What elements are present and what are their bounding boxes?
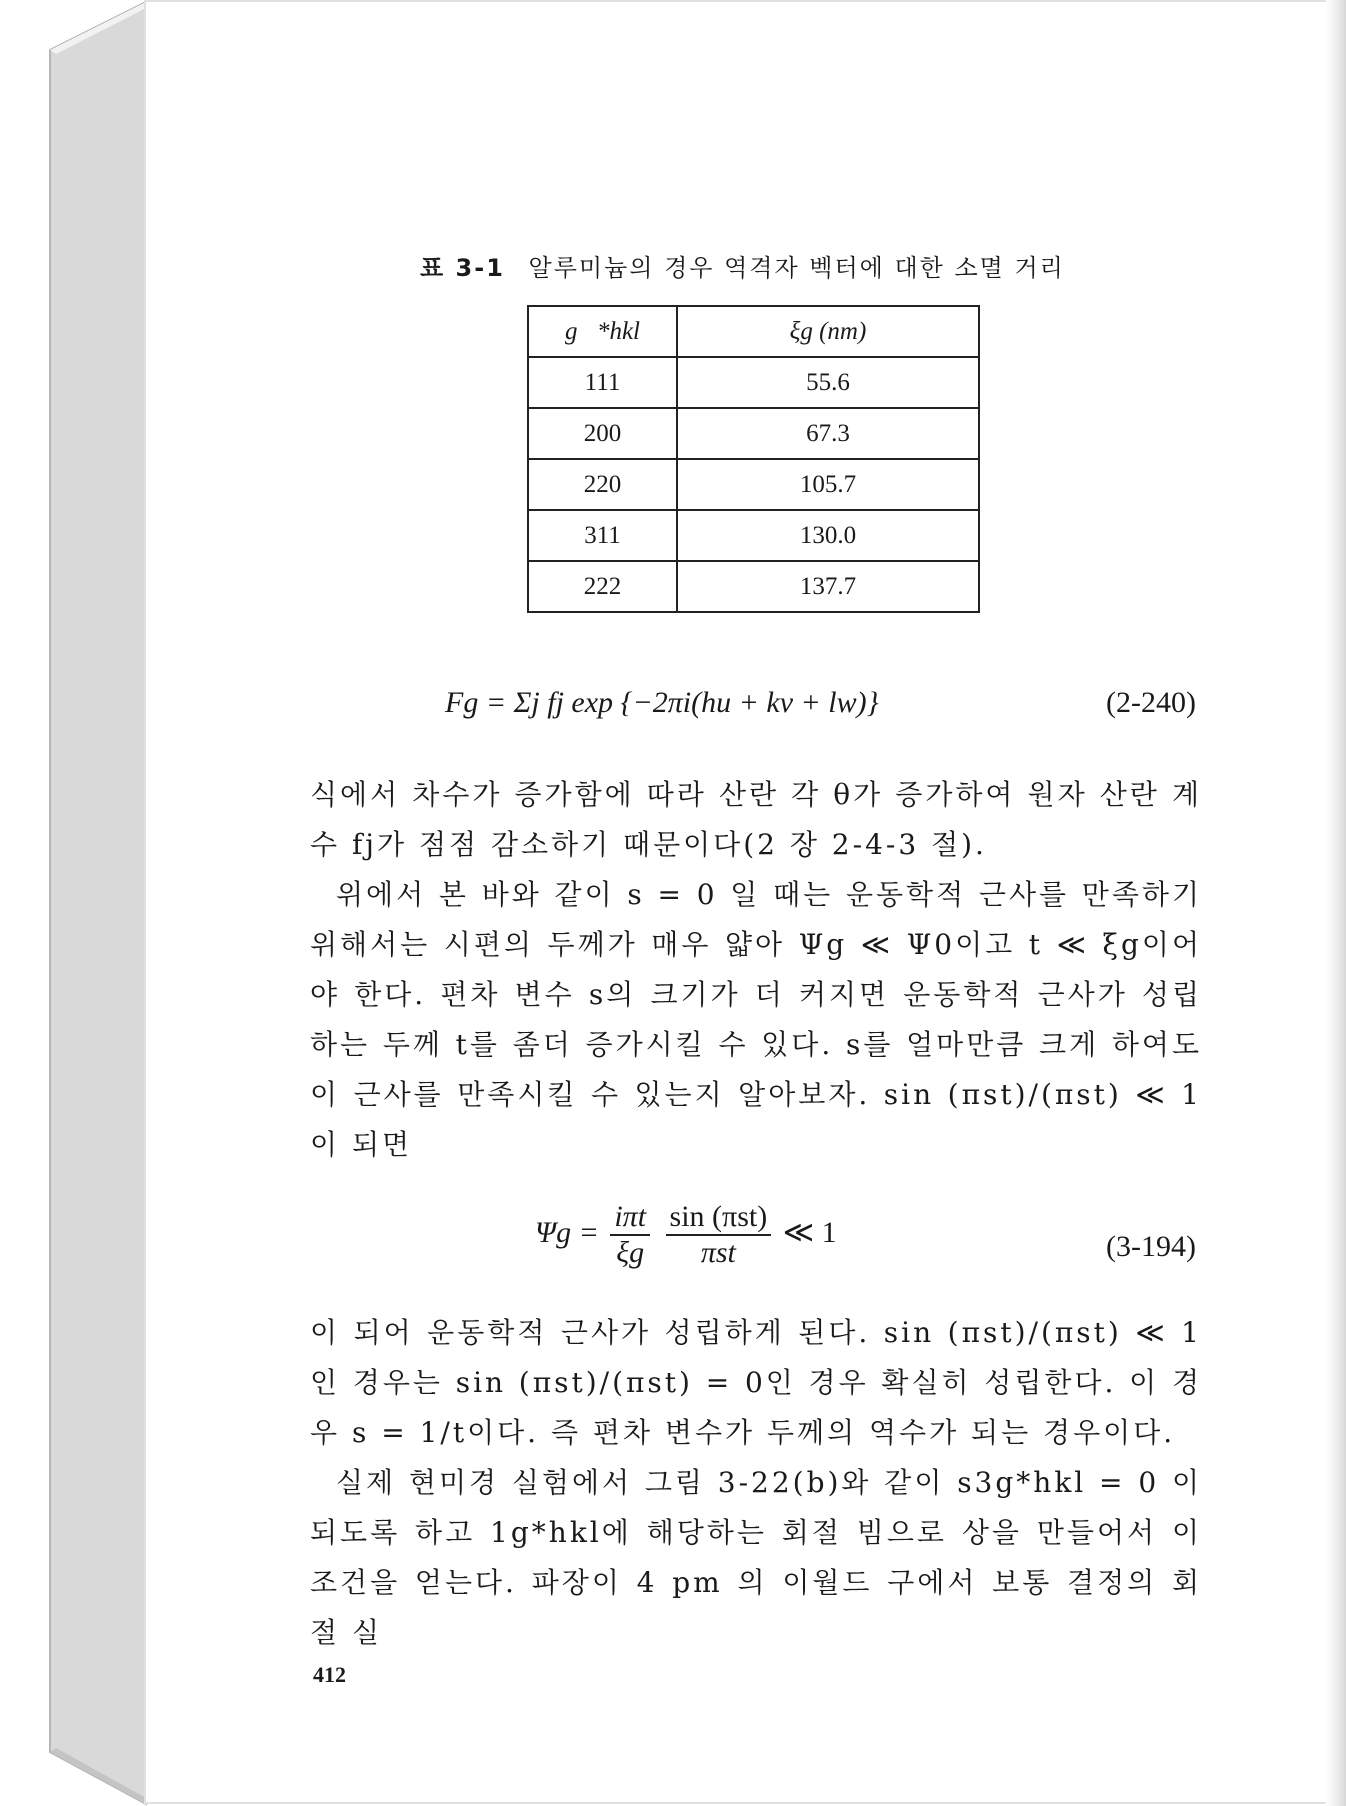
equation-3-194-number: (3-194) <box>1106 1230 1196 1263</box>
table-caption <box>420 248 1120 283</box>
page-edge-shadow <box>1326 0 1346 1806</box>
cell-xi: 67.3 <box>677 408 979 459</box>
eq2-frac2-denominator: πst <box>700 1236 736 1269</box>
cell-xi: 55.6 <box>677 357 979 408</box>
table-row <box>528 357 979 408</box>
extinction-distance-table <box>527 305 980 613</box>
eq2-frac2-numerator: sin (πst) <box>666 1200 772 1236</box>
eq2-fraction-1 <box>610 1200 650 1270</box>
paragraph-1: 식에서 차수가 증가함에 따라 산란 각 θ가 증가하여 원자 산란 계수 fj가 점점 감소하기 때문이다(2 장 2-4-3 절). <box>310 778 1202 861</box>
cell-xi: 130.0 <box>677 510 979 561</box>
table-header-row <box>528 306 979 357</box>
eq2-lhs: Ψg = <box>535 1215 599 1249</box>
paragraph-2: 위에서 본 바와 같이 s = 0 일 때는 운동학적 근사를 만족하기 위해서는 시편의 두께가 매우 얇아 Ψg ≪ Ψ0이고 t ≪ ξg이어야 한다. 편차 변수 s의 크기가 더 커지면 운동학적 근사가 성립하는 두께 t를 좀더 증가시킬 수 있다. s를 얼마만큼 크게 하여도 이 근사를 만족시킬 수 있는지 알아보자. sin (πst)/(πst) ≪ 1이 되면 <box>310 878 1202 1161</box>
table-row <box>528 408 979 459</box>
cell-hkl: 222 <box>528 561 677 612</box>
cell-hkl: 220 <box>528 459 677 510</box>
equation-3-194-expression <box>535 1200 837 1270</box>
header-xi: ξg (nm) <box>677 306 979 357</box>
eq2-frac1-denominator: ξg <box>616 1236 645 1269</box>
paragraph-3: 이 되어 운동학적 근사가 성립하게 된다. sin (πst)/(πst) ≪ 1인 경우는 sin (πst)/(πst) = 0인 경우 확실히 성립한다. 이 경우 s = 1/t이다. 즉 편차 변수가 두께의 역수가 되는 경우이다. <box>310 1316 1202 1449</box>
eq2-fraction-2 <box>666 1200 772 1270</box>
table-row <box>528 510 979 561</box>
paragraph-4: 실제 현미경 실험에서 그림 3-22(b)와 같이 s3g*hkl = 0 이 되도록 하고 1g*hkl에 해당하는 회절 빔으로 상을 만들어서 이 조건을 얻는다. 파장이 4 pm 의 이월드 구에서 보통 결정의 회절 실 <box>310 1466 1202 1649</box>
equation-2-240-number: (2-240) <box>1106 686 1196 719</box>
cell-hkl: 311 <box>528 510 677 561</box>
cell-hkl: 200 <box>528 408 677 459</box>
page-number: 412 <box>313 1662 346 1687</box>
cell-xi: 137.7 <box>677 561 979 612</box>
table-caption-label: 표 3-1 <box>420 254 505 282</box>
table-row <box>528 459 979 510</box>
eq2-rhs: ≪ 1 <box>782 1215 837 1249</box>
table-caption-text: 알루미늄의 경우 역격자 벡터에 대한 소멸 거리 <box>528 254 1065 282</box>
cell-hkl: 111 <box>528 357 677 408</box>
header-hkl: g⃗*hkl <box>528 306 677 357</box>
eq2-frac1-numerator: iπt <box>610 1200 650 1236</box>
equation-3-194 <box>300 1200 1200 1280</box>
equation-2-240-expression: Fg = Σj fj exp {−2πi(hu + kv + lw)} <box>445 686 879 719</box>
cell-xi: 105.7 <box>677 459 979 510</box>
table-row <box>528 561 979 612</box>
